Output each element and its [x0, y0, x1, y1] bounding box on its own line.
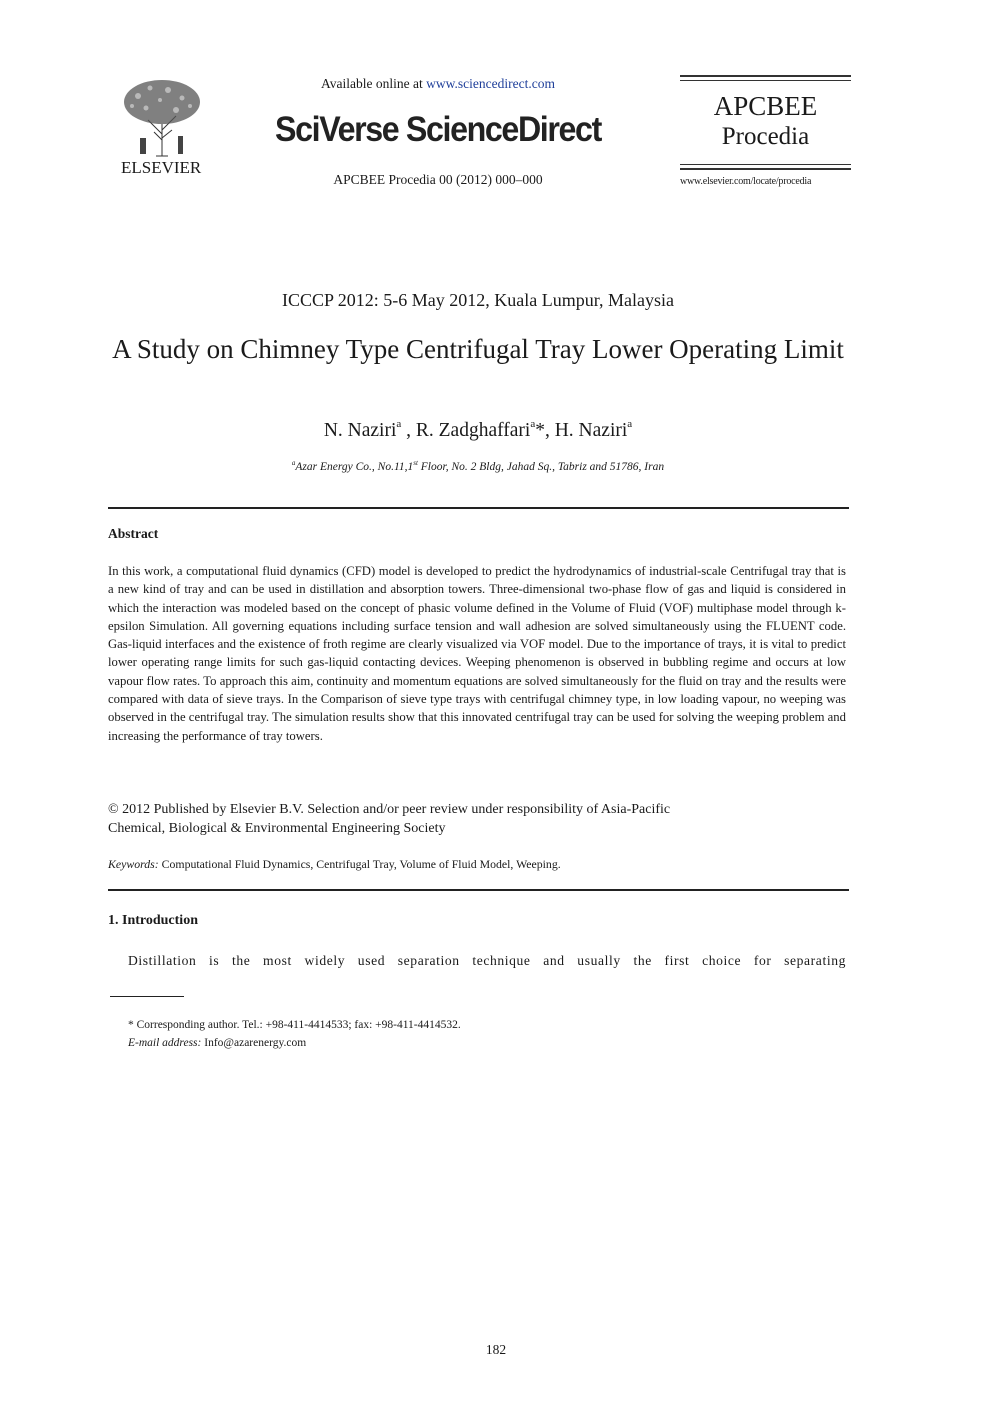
available-online-line [230, 76, 646, 92]
footnote-rule [110, 996, 184, 997]
elsevier-wordmark: ELSEVIER [121, 158, 202, 177]
copyright-notice [108, 800, 808, 838]
affiliation-text: Azar Energy Co., No.11,1 [295, 461, 414, 473]
masthead-rule-bottom [680, 168, 851, 170]
page-number: 182 [485, 1342, 507, 1357]
copyright-line: © 2012 Published by Elsevier B.V. Selection and/or peer review under responsibility of Asia-Pacific [108, 802, 671, 817]
author-list [108, 418, 848, 442]
available-prefix: Available online at [321, 76, 427, 91]
keywords [108, 857, 846, 872]
author-separator: , [401, 420, 416, 441]
journal-subtitle: Procedia [721, 123, 810, 150]
author-separator: *, [535, 420, 555, 441]
copyright-line: Chemical, Biological & Environmental Engineering Society [108, 821, 446, 836]
sciencedirect-link[interactable]: www.sciencedirect.com [426, 76, 555, 91]
sciverse-sciencedirect-logo: SciVerse ScienceDirect [275, 110, 601, 149]
masthead-rule-bottom-thin [680, 164, 851, 165]
journal-masthead [680, 75, 851, 171]
journal-citation: APCBEE Procedia 00 (2012) 000–000 [333, 172, 543, 187]
abstract-body: In this work, a computational fluid dynamics (CFD) model is developed to predict the hydrodynamics of industrial-scale Centrifugal tray that is a new kind of tray and can be used in distillation and absorption towers. Three-dimensional two-phase flow of gas and liquid is considered in which the interaction was modeled based on the concept of phasic volume defined in the Volume of Fluid (VOF) multiphase model through k-epsilon Simulation. All governing equations including surface tension and wall adhesion are solved simultaneously using the FLUENT code. Gas-liquid interfaces and the existence of froth regime are clearly visualized via VOF model. Due to the importance of trays, it is vital to predict lower operating range limits for such gas-liquid contacting devices. Weeping phenomenon is observed in bubbling regime and occurs at low vapour flow rates. To approach this aim, continuity and momentum equations are solved simultaneously for the fluid on tray and the results were compared with data of sieve trays. In the Comparison of sieve type trays with centrifugal chimney type, in low loading vapour, no weeping was observed in the centrifugal tray. The simulation results show that this innovated centrifugal tray can be used for solving the weeping problem and increasing the performance of tray towers. [108, 564, 846, 743]
author-name: R. Zadghaffari [415, 420, 531, 441]
keywords-label: Keywords: [108, 857, 159, 871]
abstract-top-rule [108, 507, 849, 509]
email-address[interactable]: Info@azarenergy.com [201, 1037, 307, 1049]
email-footnote [128, 1037, 306, 1049]
author-affiliation-mark: a [396, 418, 402, 430]
conference-line: ICCCP 2012: 5-6 May 2012, Kuala Lumpur, Malaysia [281, 290, 675, 310]
keywords-list: Computational Fluid Dynamics, Centrifugal Tray, Volume of Fluid Model, Weeping. [158, 857, 561, 871]
masthead-rule-top-thin [680, 80, 851, 81]
affiliation-ordinal: st [413, 459, 418, 467]
email-label: E-mail address: [128, 1037, 202, 1049]
section-heading-introduction: 1. Introduction [108, 913, 198, 928]
journal-url[interactable]: www.elsevier.com/locate/procedia [680, 176, 812, 187]
author-affiliation-mark: a [530, 418, 536, 430]
masthead-rule-top [680, 75, 851, 77]
affiliation-mark: a [291, 459, 296, 467]
paper-title: A Study on Chimney Type Centrifugal Tray Lower Operating Limit [112, 334, 844, 364]
author-name: N. Naziri [323, 420, 397, 441]
affiliation-text-rest: Floor, No. 2 Bldg, Jahad Sq., Tabriz and 51786, Iran [417, 461, 665, 473]
introduction-body: Distillation is the most widely used separation technique and usually the first choice for separating [128, 953, 846, 968]
author-affiliation-mark: a [627, 418, 633, 430]
journal-title: APCBEE [713, 91, 818, 121]
affiliation [108, 459, 848, 473]
abstract-heading: Abstract [108, 526, 159, 541]
author-name: H. Naziri [554, 420, 628, 441]
abstract-bottom-rule [108, 889, 849, 891]
corresponding-author-footnote: * Corresponding author. Tel.: +98-411-4414533; fax: +98-411-4414532. [128, 1019, 461, 1031]
